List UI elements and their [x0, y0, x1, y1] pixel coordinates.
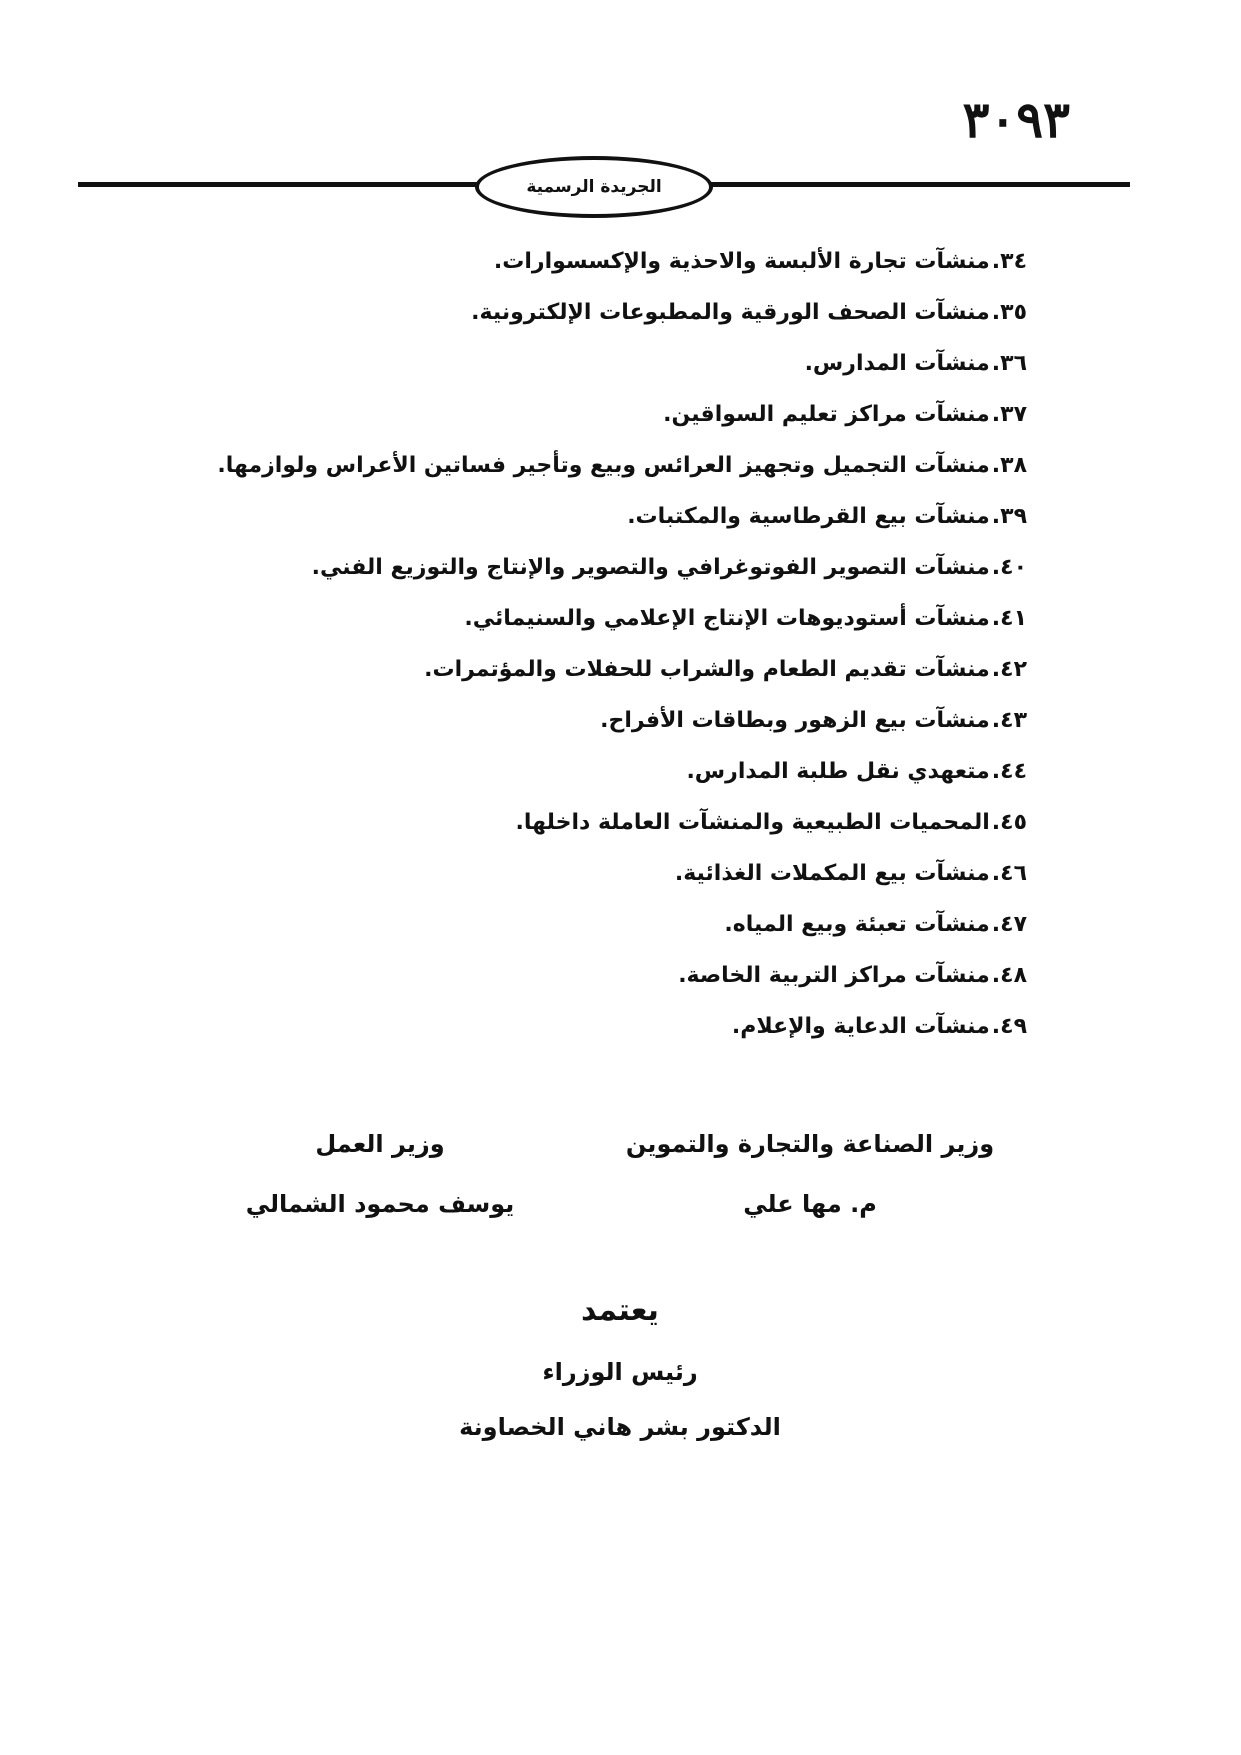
prime-minister-title: رئيس الوزراء [542, 1358, 698, 1386]
item-number: ٣٨. [991, 453, 1027, 478]
item-text: منشآت بيع القرطاسية والمكتبات. [627, 504, 990, 529]
item-number: ٤٧. [991, 912, 1027, 937]
item-text: منشآت بيع المكملات الغذائية. [674, 861, 990, 886]
list-item [217, 389, 1027, 440]
list-item [217, 746, 1027, 797]
prime-minister-name: الدكتور بشر هاني الخصاونة [459, 1413, 781, 1441]
gazette-header-oval [475, 156, 713, 218]
list-item [217, 644, 1027, 695]
list-item [217, 848, 1027, 899]
list-item [217, 440, 1027, 491]
item-text: منشآت التجميل وتجهيز العرائس وبيع وتأجير فساتين الأعراس ولوازمها. [217, 453, 990, 478]
item-text: منشآت أستوديوهات الإنتاج الإعلامي والسنيمائي. [464, 606, 990, 631]
item-text: منشآت مراكز التربية الخاصة. [678, 963, 990, 988]
item-text: منشآت تعبئة وبيع المياه. [724, 912, 990, 937]
page-number: ٣٠٩٣ [962, 90, 1070, 149]
trade-minister-title: وزير الصناعة والتجارة والتموين [625, 1130, 995, 1158]
item-number: ٤٥. [991, 810, 1027, 835]
item-text: متعهدي نقل طلبة المدارس. [686, 759, 990, 784]
item-text: منشآت التصوير الفوتوغرافي والتصوير والإنتاج والتوزيع الفني. [311, 555, 990, 580]
labor-minister-name: يوسف محمود الشمالي [245, 1190, 515, 1218]
item-number: ٤٤. [991, 759, 1027, 784]
labor-minister-title: وزير العمل [315, 1130, 445, 1158]
item-text: منشآت الدعاية والإعلام. [731, 1014, 990, 1039]
item-text: منشآت تقديم الطعام والشراب للحفلات والمؤتمرات. [424, 657, 990, 682]
item-number: ٤٢. [991, 657, 1027, 682]
item-text: منشآت تجارة الألبسة والاحذية والإكسسوارات. [493, 249, 990, 274]
item-number: ٣٩. [991, 504, 1027, 529]
list-item [217, 287, 1027, 338]
list-item [217, 797, 1027, 848]
list-item [217, 338, 1027, 389]
item-text: منشآت مراكز تعليم السواقين. [663, 402, 990, 427]
item-number: ٣٦. [991, 351, 1027, 376]
item-number: ٣٤. [991, 249, 1027, 274]
item-number: ٤١. [991, 606, 1027, 631]
gazette-name: الجريدة الرسمية [526, 177, 662, 197]
item-number: ٤٣. [991, 708, 1027, 733]
item-text: منشآت المدارس. [804, 351, 990, 376]
item-number: ٣٧. [991, 402, 1027, 427]
list-item [217, 1001, 1027, 1052]
list-item [217, 593, 1027, 644]
approval-word: يعتمد [581, 1293, 659, 1328]
list-item [217, 542, 1027, 593]
list-item [217, 491, 1027, 542]
item-list [217, 236, 1027, 1052]
item-number: ٤٩. [991, 1014, 1027, 1039]
item-number: ٤٠. [991, 555, 1027, 580]
list-item [217, 695, 1027, 746]
list-item [217, 236, 1027, 287]
item-number: ٣٥. [991, 300, 1027, 325]
item-number: ٤٨. [991, 963, 1027, 988]
item-text: منشآت بيع الزهور وبطاقات الأفراح. [600, 708, 990, 733]
item-text: المحميات الطبيعية والمنشآت العاملة داخلها. [515, 810, 990, 835]
item-number: ٤٦. [991, 861, 1027, 886]
item-text: منشآت الصحف الورقية والمطبوعات الإلكترونية. [471, 300, 990, 325]
trade-minister-name: م. مها علي [743, 1190, 877, 1218]
list-item [217, 950, 1027, 1001]
list-item [217, 899, 1027, 950]
